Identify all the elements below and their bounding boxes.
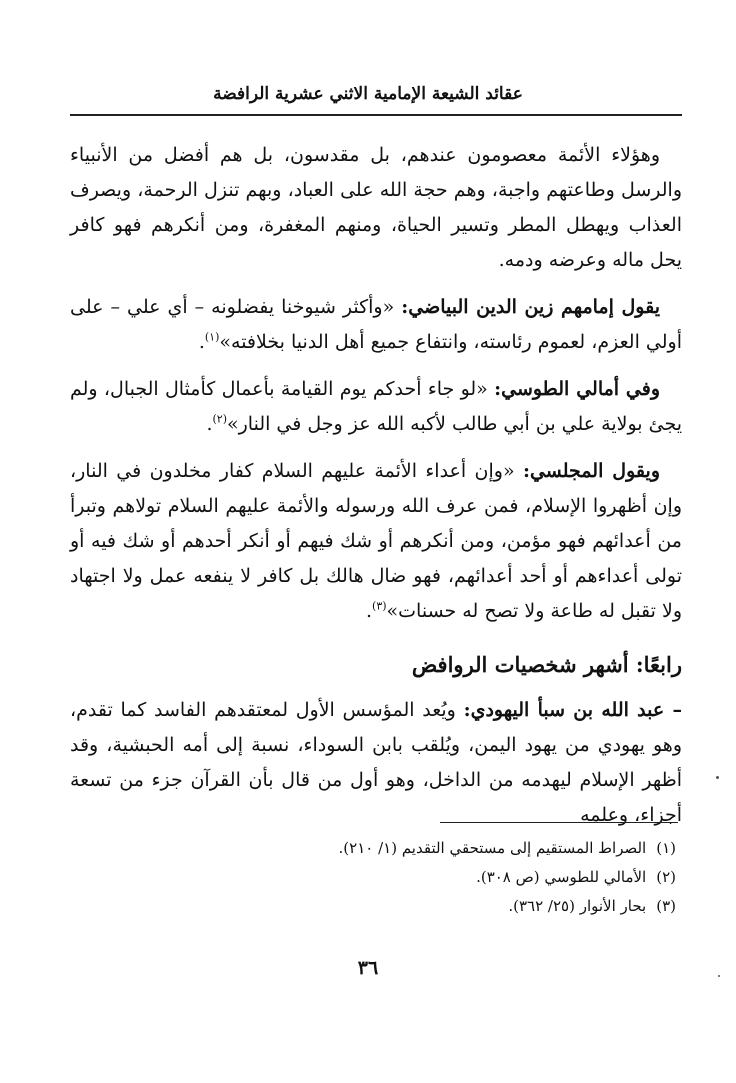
entry-text: ويُعد المؤسس الأول لمعتقدهم الفاسد كما تقدم، وهو يهودي من يهود اليمن، ويُلقب بابن السوداء، نسبة إلى أمه الحبشية، وقد أظهر الإسلام ليهدمه من الداخل، وهو أول من قال بأن القرآن جزء من تسعة أجزاء، وعلمه bbox=[70, 699, 682, 826]
footnote-reference: (٢) bbox=[212, 412, 227, 426]
section-heading: رابعًا: أشهر شخصيات الروافض bbox=[411, 652, 682, 677]
paragraph-bayadi-quote bbox=[70, 290, 682, 360]
paragraph-majlisi-quote bbox=[70, 454, 682, 629]
footnote-number: (٢) bbox=[656, 868, 676, 886]
quote-text: «وأكثر شيوخنا يفضلونه – أي علي – على أولي العزم، لعموم رئاسته، وانتفاع جميع أهل الدنيا بخلافته» bbox=[70, 296, 682, 353]
quote-source: وفي أمالي الطوسي: bbox=[494, 378, 661, 400]
quote-text: «وإن أعداء الأئمة عليهم السلام كفار مخلدون في النار، وإن أظهروا الإسلام، فمن عرف الله ورسوله والأئمة عليهم السلام تولاهم وتبرأ من أعدائهم فهو مؤمن، ومن أنكرهم أو شك فيهم أو أنكر أحدهم أو شك فيه أو تولى أعداءهم أو أحد أعدائهم، فهو ضال هالك بل كافر لا ينفعه عمل ولا اجتهاد ولا تقبل له طاعة ولا تصح له حسنات» bbox=[70, 460, 682, 622]
footnote-text: بحار الأنوار (٢٥/ ٣٦٢). bbox=[508, 897, 647, 915]
main-text bbox=[70, 138, 682, 845]
footnote-text: الأمالي للطوسي (ص ٣٠٨). bbox=[476, 868, 647, 886]
page-number: ٣٦ bbox=[357, 957, 379, 979]
footnote-item bbox=[76, 834, 676, 863]
sentence-end: . bbox=[206, 413, 213, 435]
quote-text: «لو جاء أحدكم يوم القيامة بأعمال كأمثال الجبال، ولم يجئ بولاية علي بن أبي طالب لأكبه الله عز وجل في النار» bbox=[70, 378, 682, 435]
quote-source: يقول إمامهم زين الدين البياضي: bbox=[401, 296, 660, 318]
paragraph-tusi-quote bbox=[70, 372, 682, 442]
footnote-text: الصراط المستقيم إلى مستحقي التقديم (١/ ٢١٠). bbox=[338, 839, 647, 857]
footnote-separator bbox=[440, 822, 678, 823]
footnote-item bbox=[76, 863, 676, 892]
sentence-end: . bbox=[198, 331, 205, 353]
paragraph-ibn-saba bbox=[70, 693, 682, 833]
footnote-number: (١) bbox=[656, 839, 676, 857]
footnote-item bbox=[76, 892, 676, 921]
scan-speck bbox=[718, 975, 720, 977]
paragraph-text: وهؤلاء الأئمة معصومون عندهم، بل مقدسون، بل هم أفضل من الأنبياء والرسل وطاعتهم واجبة، وهم حجة الله على العباد، وبهم تنزل الرحمة، ويصرف العذاب ويهطل المطر وتسير الحياة، ومنهم المغفرة، ومن أنكرهم فهو كافر يحل ماله وعرضه ودمه. bbox=[70, 144, 682, 271]
paragraph-imams-infallible bbox=[70, 138, 682, 278]
footnote-reference: (١) bbox=[204, 330, 220, 344]
footnotes bbox=[76, 834, 676, 921]
header-rule bbox=[70, 114, 682, 116]
footnote-reference: (٣) bbox=[372, 599, 387, 613]
entry-name: – عبد الله بن سبأ اليهودي: bbox=[463, 699, 682, 721]
quote-source: ويقول المجلسي: bbox=[522, 460, 661, 482]
running-header-title: عقائد الشيعة الإمامية الاثني عشرية الرافضة bbox=[213, 84, 523, 104]
scan-speck bbox=[716, 776, 719, 779]
footnote-number: (٣) bbox=[656, 897, 676, 915]
sentence-end: . bbox=[365, 600, 373, 622]
